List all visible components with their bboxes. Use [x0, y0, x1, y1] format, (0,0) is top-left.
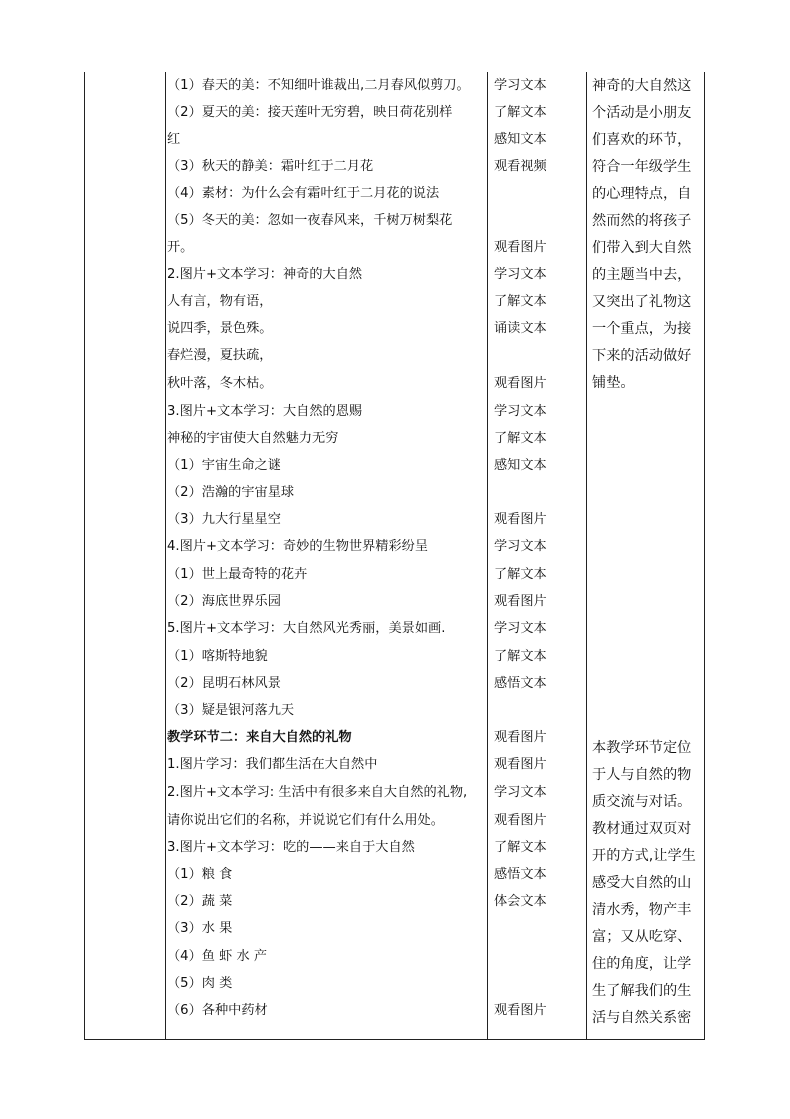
note-line: 们喜欢的环节， [592, 132, 692, 148]
note-line: 于人与自然的物 [592, 767, 692, 783]
note-line: 住的角度，让学 [592, 956, 692, 972]
activity-label: 了解文本 [494, 431, 547, 446]
column-divider-3 [586, 72, 587, 1040]
content-line: （3）九大行星星空 [167, 512, 281, 527]
content-line: 2.图片+文本学习：神奇的大自然 [167, 267, 363, 282]
activity-label: 观看图片 [494, 594, 547, 609]
note-line: 个活动是小朋友 [592, 105, 692, 121]
activity-label: 观看图片 [494, 376, 547, 391]
activity-label: 观看图片 [494, 1003, 547, 1018]
note-line: 然而然的将孩子 [592, 213, 692, 229]
activity-label: 学习文本 [494, 785, 547, 800]
content-line: （2）浩瀚的宇宙星球 [167, 485, 295, 500]
activity-label: 了解文本 [494, 649, 547, 664]
content-line: 红 [167, 132, 181, 147]
table-border-left [84, 72, 85, 1040]
note-line: 又突出了礼物这 [592, 294, 692, 310]
note-line: 开的方式,让学生 [592, 848, 696, 864]
content-line: （4）素材：为什么会有霜叶红于二月花的说法 [167, 186, 440, 201]
activity-label: 了解文本 [494, 294, 547, 309]
column-divider-1 [165, 72, 166, 1040]
table-border-right [704, 72, 705, 1040]
content-line: （1）世上最奇特的花卉 [167, 567, 308, 582]
content-line: 1.图片学习：我们都生活在大自然中 [167, 757, 378, 772]
column-divider-2 [487, 72, 488, 1040]
activity-label: 观看视频 [494, 159, 547, 174]
content-line: （1）粮 食 [167, 867, 233, 882]
table-border-bottom [84, 1039, 705, 1040]
content-line: （1）春天的美：不知细叶谁裁出,二月春风似剪刀。 [167, 78, 470, 93]
note-line: 清水秀，物产丰 [592, 902, 692, 918]
activity-label: 学习文本 [494, 78, 547, 93]
lesson-plan-table [84, 72, 705, 1040]
content-line: （2）海底世界乐园 [167, 594, 281, 609]
activity-label: 了解文本 [494, 840, 547, 855]
activity-label: 观看图片 [494, 512, 547, 527]
note-line: 铺垫。 [592, 375, 635, 391]
content-line: 请你说出它们的名称，并说说它们有什么用处。 [167, 813, 444, 828]
note-line: 的主题当中去， [592, 267, 692, 283]
activity-label: 观看图片 [494, 730, 547, 745]
activity-label: 观看图片 [494, 813, 547, 828]
activity-label: 学习文本 [494, 267, 547, 282]
content-line: 2.图片+文本学习: 生活中有很多来自大自然的礼物, [167, 785, 468, 800]
activity-label: 体会文本 [494, 894, 547, 909]
activity-label: 了解文本 [494, 105, 547, 120]
content-line: 人有言，物有语， [167, 294, 273, 309]
activity-label: 学习文本 [494, 539, 547, 554]
content-line: （5）冬天的美：忽如一夜春风来，千树万树梨花 [167, 213, 453, 228]
note-line: 富；又从吃穿、 [592, 929, 692, 945]
activity-label: 学习文本 [494, 404, 547, 419]
note-line: 符合一年级学生 [592, 159, 692, 175]
content-line: 3.图片+文本学习：大自然的恩赐 [167, 404, 363, 419]
content-line: （6）各种中药材 [167, 1003, 268, 1018]
activity-label: 观看图片 [494, 757, 547, 772]
content-line: 开。 [167, 240, 194, 255]
note-line: 生了解我们的生 [592, 983, 692, 999]
note-line: 教材通过双页对 [592, 821, 692, 837]
content-line: （5）肉 类 [167, 976, 233, 991]
content-line: （4）鱼 虾 水 产 [167, 949, 268, 964]
note-line: 的心理特点，自 [592, 186, 692, 202]
activity-label: 了解文本 [494, 567, 547, 582]
content-line: 3.图片+文本学习：吃的——来自于大自然 [167, 840, 415, 855]
activity-label: 感悟文本 [494, 867, 547, 882]
activity-label: 学习文本 [494, 621, 547, 636]
activity-label: 感悟文本 [494, 676, 547, 691]
content-line: 秋叶落，冬木枯。 [167, 376, 273, 391]
activity-label: 感知文本 [494, 132, 547, 147]
content-line: （1）喀斯特地貌 [167, 649, 268, 664]
activity-label: 诵读文本 [494, 321, 547, 336]
content-line: （2）夏天的美：接天莲叶无穷碧，映日荷花别样 [167, 105, 453, 120]
note-line: 神奇的大自然这 [592, 78, 692, 94]
note-line: 感受大自然的山 [592, 875, 692, 891]
content-line: 春烂漫，夏扶疏， [167, 348, 273, 363]
content-line: （3）水 果 [167, 921, 233, 936]
content-line: 5.图片+文本学习：大自然风光秀丽，美景如画. [167, 621, 446, 636]
section-heading: 教学环节二：来自大自然的礼物 [167, 730, 352, 745]
content-line: （1）宇宙生命之谜 [167, 458, 281, 473]
content-line: 4.图片+文本学习：奇妙的生物世界精彩纷呈 [167, 539, 429, 554]
activity-label: 观看图片 [494, 240, 547, 255]
content-line: 说四季，景色殊。 [167, 321, 273, 336]
note-line: 本教学环节定位 [592, 740, 692, 756]
note-line: 一个重点，为接 [592, 321, 692, 337]
content-line: （2）昆明石林风景 [167, 676, 281, 691]
content-line: 神秘的宇宙使大自然魅力无穷 [167, 431, 339, 446]
content-line: （3）秋天的静美：霜叶红于二月花 [167, 159, 374, 174]
note-line: 质交流与对话。 [592, 794, 692, 810]
content-line: （3）疑是银河落九天 [167, 703, 295, 718]
content-line: （2）蔬 菜 [167, 894, 233, 909]
note-line: 活与自然关系密 [592, 1010, 692, 1026]
note-line: 们带入到大自然 [592, 240, 692, 256]
activity-label: 感知文本 [494, 458, 547, 473]
note-line: 下来的活动做好 [592, 348, 692, 364]
